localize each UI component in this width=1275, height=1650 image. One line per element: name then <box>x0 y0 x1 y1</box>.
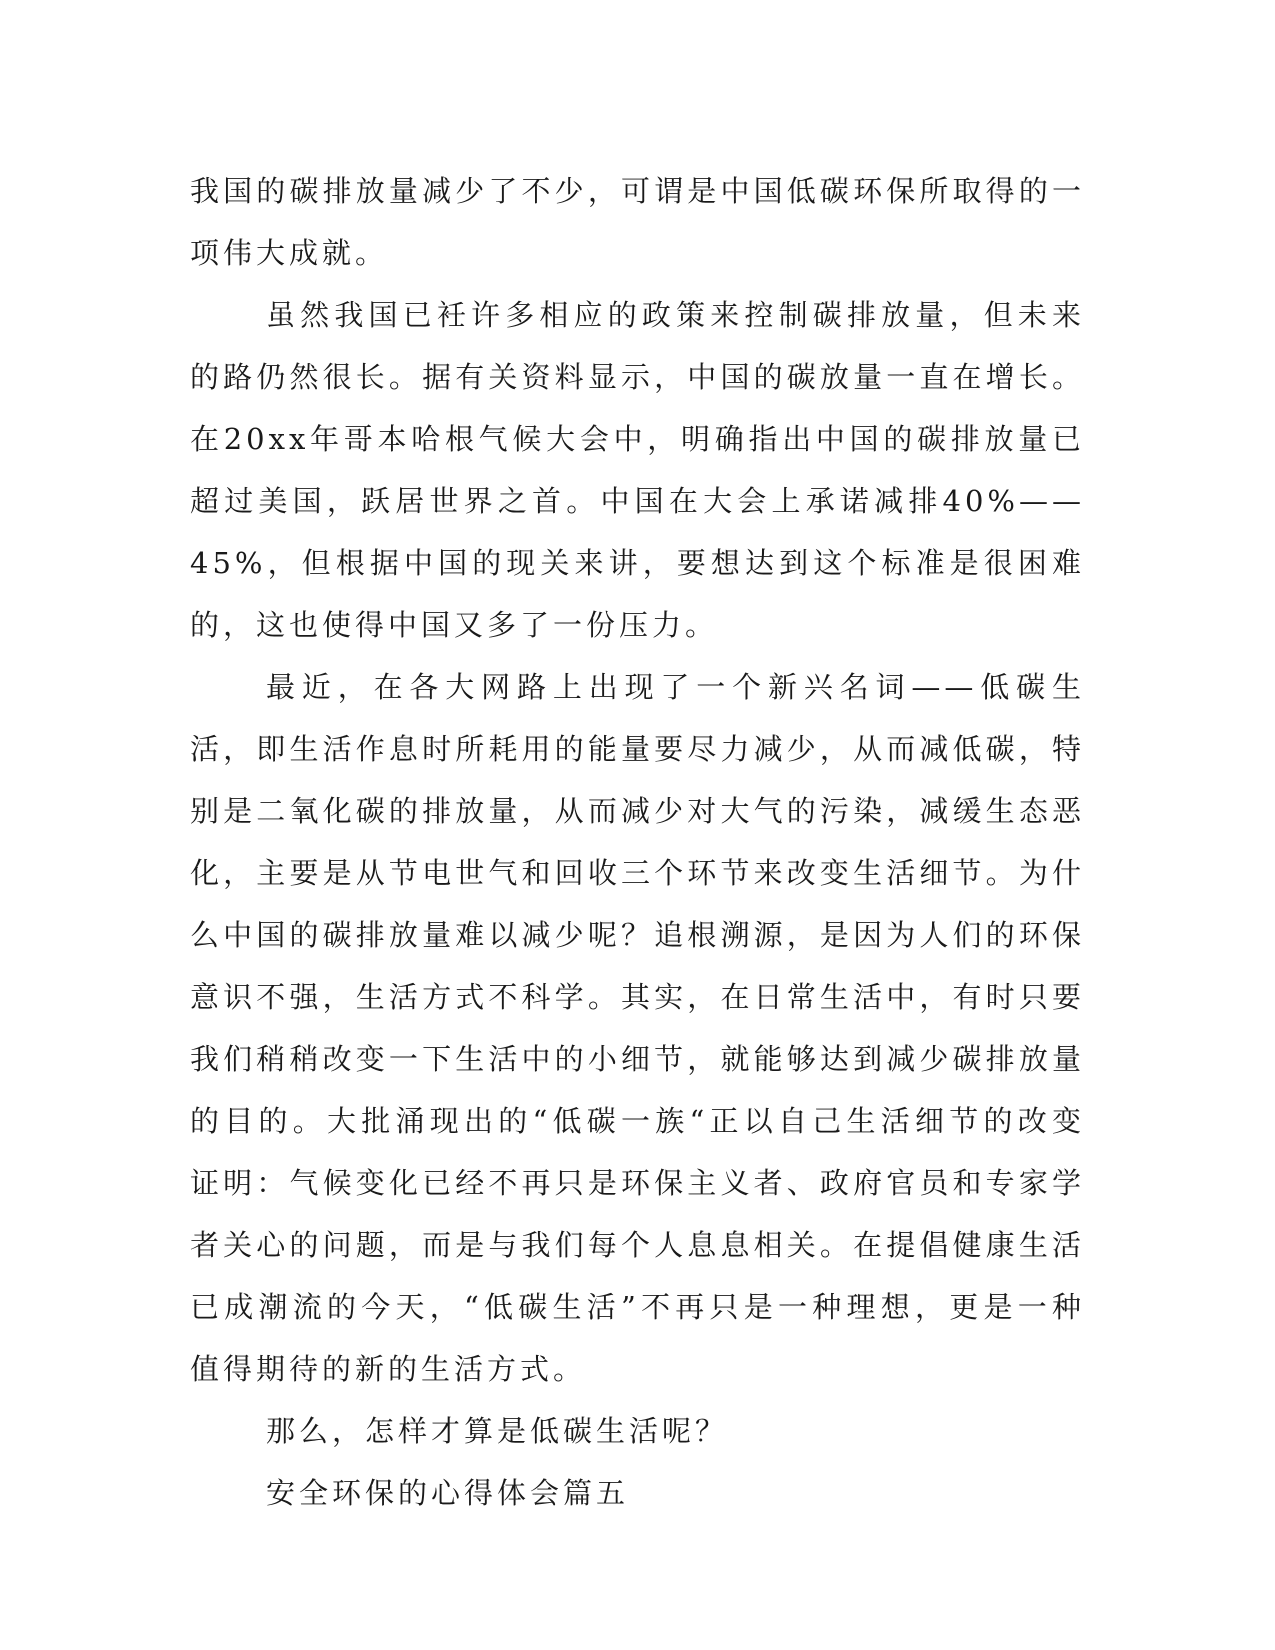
paragraph-3: 最近，在各大网路上出现了一个新兴名词——低碳生活，即生活作息时所耗用的能量要尽力减少，从而减低碳，特别是二氧化碳的排放量，从而减少对大气的污染，减缓生态恶化，主要是从节电世气和回收三个环节来改变生活细节。为什么中国的碳排放量难以减少呢？追根溯源，是因为人们的环保意识不强，生活方式不科学。其实，在日常生活中，有时只要我们稍稍改变一下生活中的小细节，就能够达到减少碳排放量的目的。大批涌现出的“低碳一族“正以自己生活细节的改变证明：气候变化已经不再只是环保主义者、政府官员和专家学者关心的问题，而是与我们每个人息息相关。在提倡健康生活已成潮流的今天，“低碳生活”不再只是一种理想，更是一种值得期待的新的生活方式。 <box>190 670 1085 1386</box>
paragraph-4: 那么，怎样才算是低碳生活呢？ <box>266 1414 729 1448</box>
document-body <box>190 160 1085 1524</box>
paragraph-2: 虽然我国已衽许多相应的政策来控制碳排放量，但未来的路仍然很长。据有关资料显示，中国的碳放量一直在增长。在20xx年哥本哈根气候大会中，明确指出中国的碳排放量已超过美国，跃居世界之首。中国在大会上承诺减排40%——45%，但根据中国的现关来讲，要想达到这个标准是很困难的，这也使得中国又多了一份压力。 <box>190 298 1085 642</box>
section-heading: 安全环保的心得体会篇五 <box>266 1476 630 1510</box>
paragraph-1: 我国的碳排放量减少了不少，可谓是中国低碳环保所取得的一项伟大成就。 <box>190 174 1085 270</box>
